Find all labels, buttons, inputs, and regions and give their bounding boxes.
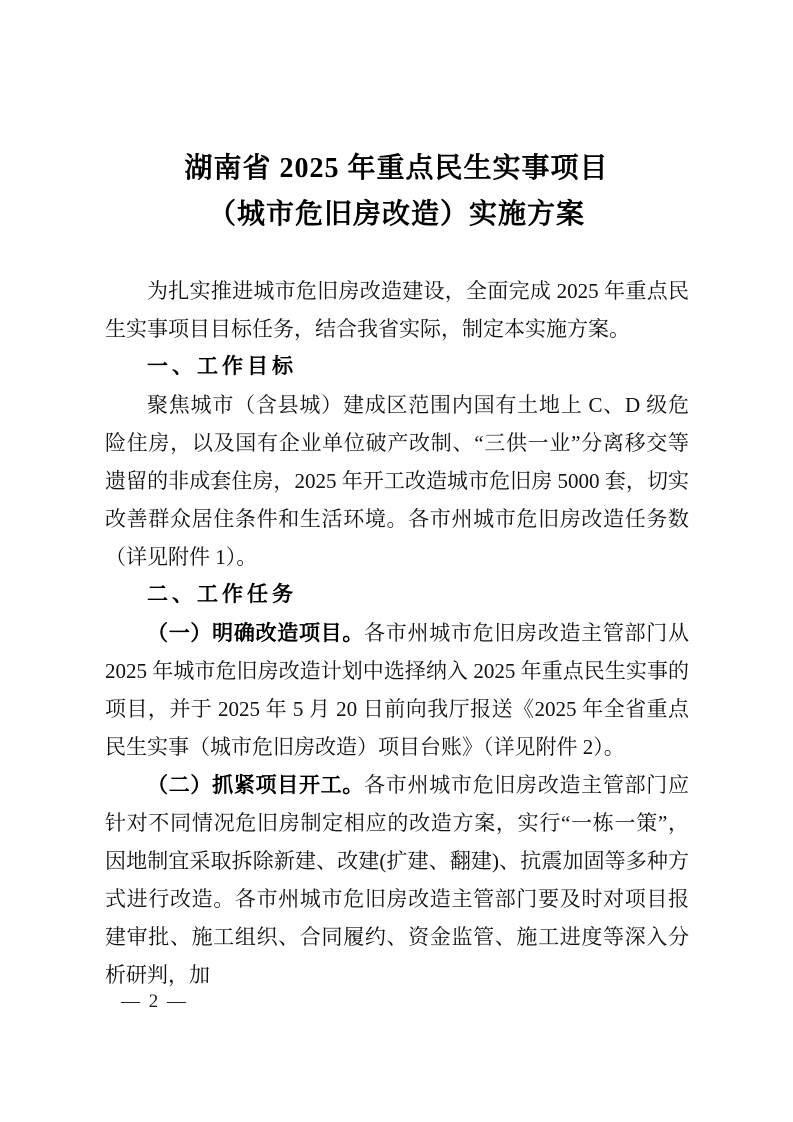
item-2-body: 各市州城市危旧房改造主管部门应针对不同情况危旧房制定相应的改造方案，实行“一栋一策”，因地制宜采取拆除新建、改建(扩建、翻建)、抗震加固等多种方式进行改造。各市州城市危旧房改造主管部门要及时对项目报建审批、施工组织、合同履约、资金监管、施工进度等深入分析研判，加	[105, 773, 690, 987]
page-number: — 2 —	[121, 991, 188, 1012]
doc-title-line-1: 湖南省 2025 年重点民生实事项目	[184, 153, 609, 184]
item-2-paragraph	[105, 766, 689, 994]
item-2-lead: （二）抓紧项目开工。	[147, 773, 365, 797]
doc-title-line-2: （城市危旧房改造）实施方案	[207, 199, 585, 230]
section-heading-2: 二、工作任务	[147, 583, 297, 606]
item-1-lead: （一）明确改造项目。	[147, 621, 365, 645]
document-body	[105, 272, 689, 994]
section-heading-1: 一、工作目标	[147, 355, 297, 378]
item-1-body: 各市州城市危旧房改造主管部门从 2025 年城市危旧房改造计划中选择纳入 2025 年重点民生实事的项目，并于 2025 年 5 月 20 日前向我厅报送《2025 年全省重点民生实事（城市危旧房改造）项目台账》（详见附件 2）。	[105, 621, 690, 759]
section-1-body: 聚焦城市（含县城）建成区范围内国有土地上 C、D 级危险住房，以及国有企业单位破产改制、“三供一业”分离移交等遗留的非成套住房，2025 年开工改造城市危旧房 5000 套，切实改善群众居住条件和生活环境。各市州城市危旧房改造任务数（详见附件 1）。	[105, 393, 689, 569]
document-title	[0, 146, 793, 238]
item-1-paragraph	[105, 614, 689, 766]
intro-paragraph: 为扎实推进城市危旧房改造建设，全面完成 2025 年重点民生实事项目目标任务，结合我省实际，制定本实施方案。	[105, 279, 689, 341]
